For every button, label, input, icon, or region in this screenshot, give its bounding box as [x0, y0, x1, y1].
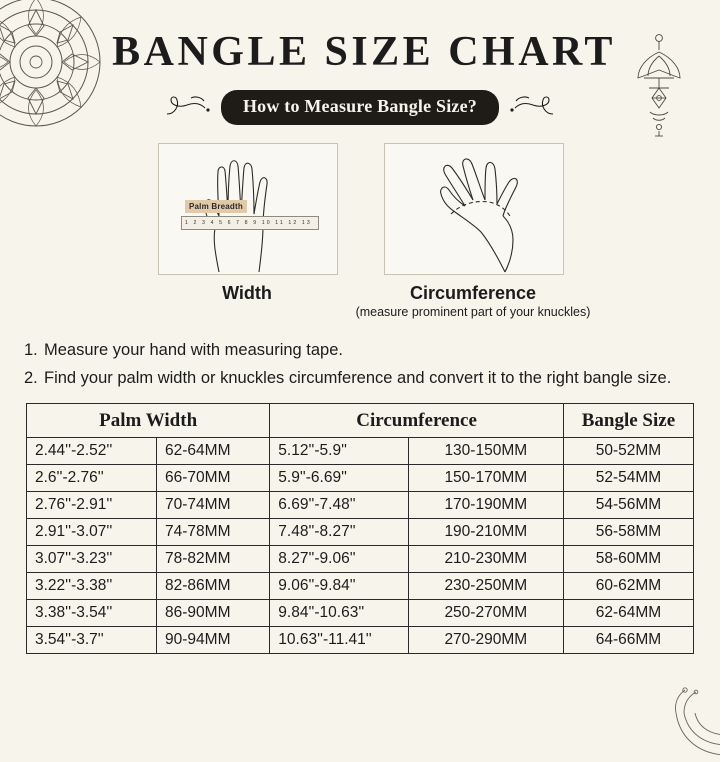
illustration-width [158, 143, 336, 319]
cell-bangle-size: 64-66MM [563, 627, 693, 654]
list-item [24, 339, 694, 361]
cell-bangle-size: 54-56MM [563, 492, 693, 519]
cell-circumference-in: 6.69''-7.48'' [270, 492, 408, 519]
table-row [27, 600, 694, 627]
cell-palm-width-mm: 66-70MM [157, 465, 270, 492]
knuckle-circumference-image [384, 143, 564, 275]
table-row [27, 627, 694, 654]
cell-palm-width-mm: 82-86MM [157, 573, 270, 600]
illustration-circumference-caption: Circumference [409, 283, 537, 303]
table-row [27, 492, 694, 519]
cell-circumference-mm: 190-210MM [408, 519, 563, 546]
cell-palm-width-mm: 74-78MM [157, 519, 270, 546]
cell-palm-width-in: 2.76''-2.91'' [27, 492, 157, 519]
cell-palm-width-in: 3.54''-3.7'' [27, 627, 157, 654]
illustration-width-caption: Width [222, 283, 272, 303]
cell-circumference-in: 9.06''-9.84'' [270, 573, 408, 600]
palm-breadth-label: Palm Breadth [185, 200, 247, 213]
cell-palm-width-mm: 62-64MM [157, 438, 270, 465]
cell-bangle-size: 56-58MM [563, 519, 693, 546]
cell-bangle-size: 60-62MM [563, 573, 693, 600]
illustration-circumference-subcaption: (measure prominent part of your knuckles) [355, 305, 591, 319]
palm-width-image [158, 143, 338, 275]
cell-palm-width-in: 2.44''-2.52'' [27, 438, 157, 465]
cell-circumference-in: 10.63''-11.41'' [270, 627, 408, 654]
cell-circumference-mm: 130-150MM [408, 438, 563, 465]
cell-circumference-in: 5.12''-5.9'' [270, 438, 408, 465]
how-to-measure-banner [0, 90, 720, 125]
cell-palm-width-in: 2.91''-3.07'' [27, 519, 157, 546]
table-row [27, 438, 694, 465]
step-number: 2. [24, 369, 38, 387]
table-row [27, 546, 694, 573]
page-title: BANGLE SIZE CHART [112, 29, 616, 75]
flourish-left-icon [165, 92, 211, 123]
ribbon-label: How to Measure Bangle Size? [221, 90, 499, 125]
cell-circumference-mm: 210-230MM [408, 546, 563, 573]
cell-circumference-in: 9.84''-10.63'' [270, 600, 408, 627]
table-row [27, 519, 694, 546]
cell-bangle-size: 58-60MM [563, 546, 693, 573]
table-row [27, 465, 694, 492]
cell-palm-width-mm: 90-94MM [157, 627, 270, 654]
cell-palm-width-mm: 70-74MM [157, 492, 270, 519]
cell-circumference-mm: 270-290MM [408, 627, 563, 654]
cell-circumference-in: 7.48''-8.27'' [270, 519, 408, 546]
step-text: Measure your hand with measuring tape. [44, 341, 343, 359]
cell-bangle-size: 50-52MM [563, 438, 693, 465]
cell-circumference-mm: 250-270MM [408, 600, 563, 627]
cell-palm-width-in: 3.38''-3.54'' [27, 600, 157, 627]
table-row [27, 573, 694, 600]
list-item [24, 367, 694, 389]
cell-palm-width-in: 3.07''-3.23'' [27, 546, 157, 573]
ruler-tick-labels: 1 2 3 4 5 6 7 8 9 10 11 12 13 [185, 220, 312, 226]
cell-palm-width-mm: 86-90MM [157, 600, 270, 627]
flourish-right-icon [509, 92, 555, 123]
cell-circumference-in: 5.9''-6.69'' [270, 465, 408, 492]
table-header-bangle-size: Bangle Size [563, 404, 693, 438]
cell-bangle-size: 52-54MM [563, 465, 693, 492]
mandala-ornament-bottom-right [640, 687, 720, 762]
size-table [26, 403, 694, 654]
step-text: Find your palm width or knuckles circumference and convert it to the right bangle size. [44, 369, 672, 387]
illustration-circumference [355, 143, 591, 319]
table-header-circumference: Circumference [270, 404, 564, 438]
step-number: 1. [24, 341, 38, 359]
cell-circumference-mm: 230-250MM [408, 573, 563, 600]
cell-circumference-in: 8.27''-9.06'' [270, 546, 408, 573]
cell-palm-width-mm: 78-82MM [157, 546, 270, 573]
illustration-row [0, 143, 720, 319]
table-header-palm-width: Palm Width [27, 404, 270, 438]
cell-circumference-mm: 170-190MM [408, 492, 563, 519]
cell-palm-width-in: 3.22''-3.38'' [27, 573, 157, 600]
ruler-graphic [181, 216, 319, 230]
table-header-row [27, 404, 694, 438]
cell-bangle-size: 62-64MM [563, 600, 693, 627]
instructions-list [0, 339, 720, 389]
cell-circumference-mm: 150-170MM [408, 465, 563, 492]
cell-palm-width-in: 2.6''-2.76'' [27, 465, 157, 492]
